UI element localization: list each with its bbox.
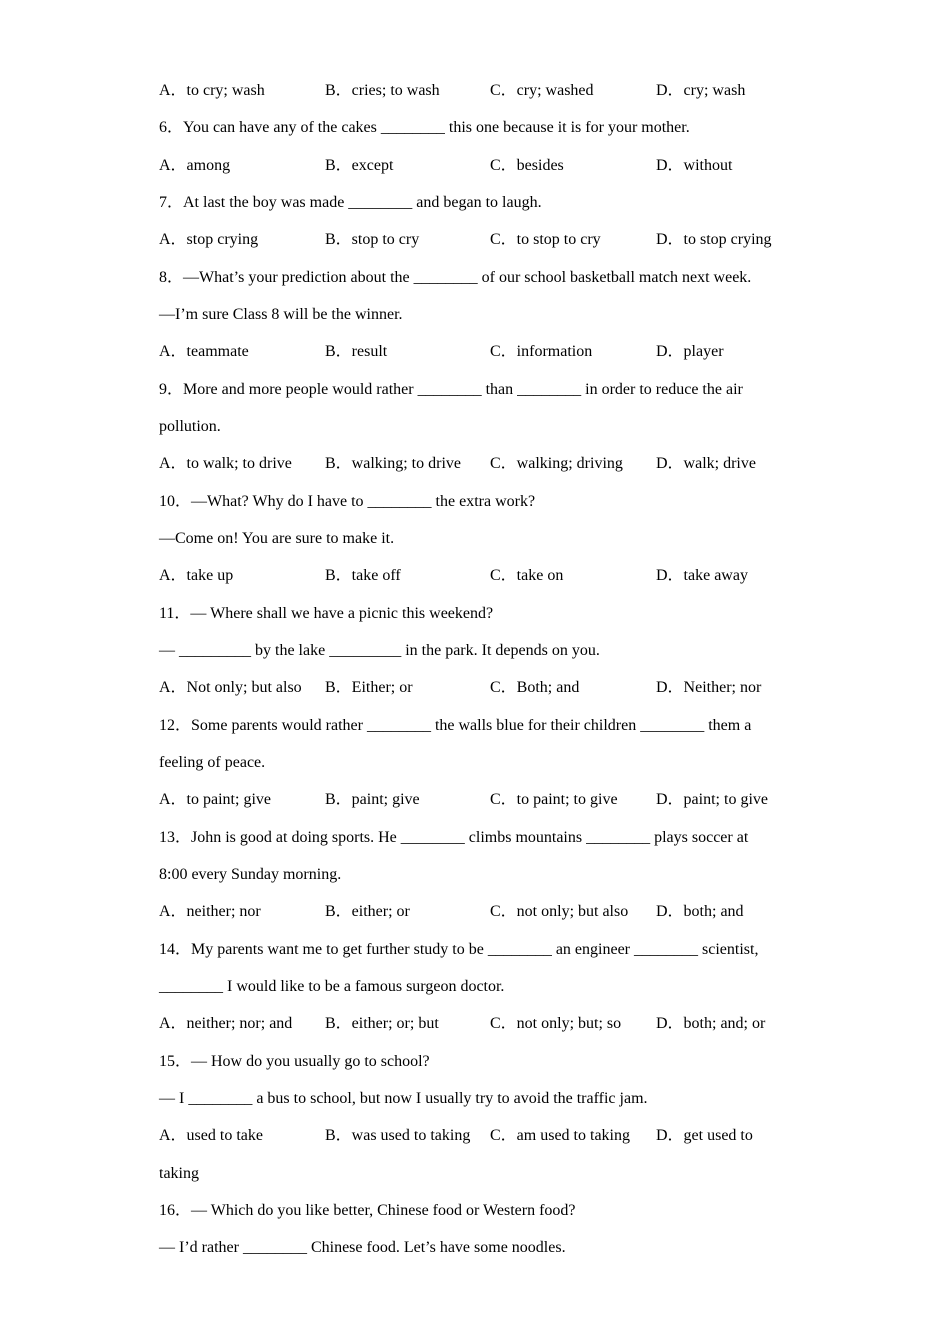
question-text: 13．John is good at doing sports. He ________ climbs mountains ________ plays soccer at	[159, 829, 749, 846]
option-d: D．player	[656, 343, 724, 360]
options-row	[159, 564, 799, 588]
options-row	[159, 340, 799, 364]
question-text: 10．—What? Why do I have to ________ the extra work?	[159, 493, 536, 510]
option-d: D．take away	[656, 567, 748, 584]
option-c: C．besides	[490, 157, 564, 174]
question-text: 15．— How do you usually go to school?	[159, 1053, 430, 1070]
option-b: B．paint; give	[325, 791, 420, 808]
option-c: C．Both; and	[490, 679, 580, 696]
question-text: 14．My parents want me to get further study to be ________ an engineer ________ scientist,	[159, 941, 759, 958]
options-row	[159, 1124, 799, 1148]
option-d: D．cry; wash	[656, 82, 746, 99]
question-text: 8．—What’s your prediction about the ________ of our school basketball match next week.	[159, 269, 752, 286]
option-d: D．both; and	[656, 903, 744, 920]
option-b: B．result	[325, 343, 388, 360]
question-text: — I ________ a bus to school, but now I usually try to avoid the traffic jam.	[159, 1090, 648, 1107]
option-a: A．to walk; to drive	[159, 455, 292, 472]
option-d: D．Neither; nor	[656, 679, 762, 696]
option-b: B．except	[325, 157, 394, 174]
option-c: C．take on	[490, 567, 564, 584]
option-a: A．neither; nor; and	[159, 1015, 293, 1032]
option-c: C．not only; but; so	[490, 1015, 622, 1032]
option-c: C．walking; driving	[490, 455, 623, 472]
option-b: B．either; or	[325, 903, 410, 920]
question-text: — _________ by the lake _________ in the park. It depends on you.	[159, 642, 600, 659]
option-d: D．paint; to give	[656, 791, 768, 808]
question-text: pollution.	[159, 418, 221, 435]
options-row	[159, 79, 799, 103]
options-row	[159, 154, 799, 178]
question-text: ________ I would like to be a famous surgeon doctor.	[159, 978, 505, 995]
option-a: A．neither; nor	[159, 903, 261, 920]
question-text: 12．Some parents would rather ________ the walls blue for their children ________ them a	[159, 717, 752, 734]
question-text: —Come on! You are sure to make it.	[159, 530, 395, 547]
option-d: D．both; and; or	[656, 1015, 766, 1032]
option-b: B．stop to cry	[325, 231, 420, 248]
question-text: taking	[159, 1165, 199, 1182]
option-c: C．to stop to cry	[490, 231, 601, 248]
question-text: 7．At last the boy was made ________ and began to laugh.	[159, 194, 542, 211]
option-b: B．take off	[325, 567, 401, 584]
option-c: C．am used to taking	[490, 1127, 630, 1144]
option-d: D．to stop crying	[656, 231, 772, 248]
option-a: A．used to take	[159, 1127, 263, 1144]
option-a: A．teammate	[159, 343, 249, 360]
option-d: D．get used to	[656, 1127, 753, 1144]
options-row	[159, 228, 799, 252]
option-c: C．information	[490, 343, 593, 360]
option-d: D．walk; drive	[656, 455, 756, 472]
question-text: 8:00 every Sunday morning.	[159, 866, 342, 883]
question-text: 9．More and more people would rather ________ than ________ in order to reduce the air	[159, 381, 743, 398]
question-text: — I’d rather ________ Chinese food. Let’s have some noodles.	[159, 1239, 566, 1256]
options-row	[159, 900, 799, 924]
option-c: C．not only; but also	[490, 903, 629, 920]
options-row	[159, 676, 799, 700]
option-a: A．Not only; but also	[159, 679, 302, 696]
option-a: A．among	[159, 157, 231, 174]
question-text: 16．— Which do you like better, Chinese food or Western food?	[159, 1202, 576, 1219]
option-b: B．either; or; but	[325, 1015, 439, 1032]
option-b: B．Either; or	[325, 679, 413, 696]
option-a: A．take up	[159, 567, 234, 584]
options-row	[159, 1012, 799, 1036]
question-text: feeling of peace.	[159, 754, 266, 771]
option-b: B．walking; to drive	[325, 455, 461, 472]
options-row	[159, 452, 799, 476]
option-d: D．without	[656, 157, 733, 174]
question-text: 6．You can have any of the cakes ________ this one because it is for your mother.	[159, 119, 690, 136]
option-a: A．to paint; give	[159, 791, 271, 808]
option-b: B．was used to taking	[325, 1127, 471, 1144]
option-c: C．to paint; to give	[490, 791, 618, 808]
option-c: C．cry; washed	[490, 82, 594, 99]
option-b: B．cries; to wash	[325, 82, 440, 99]
option-a: A．to cry; wash	[159, 82, 265, 99]
question-text: 11．— Where shall we have a picnic this weekend?	[159, 605, 494, 622]
option-a: A．stop crying	[159, 231, 259, 248]
question-text: —I’m sure Class 8 will be the winner.	[159, 306, 403, 323]
options-row	[159, 788, 799, 812]
